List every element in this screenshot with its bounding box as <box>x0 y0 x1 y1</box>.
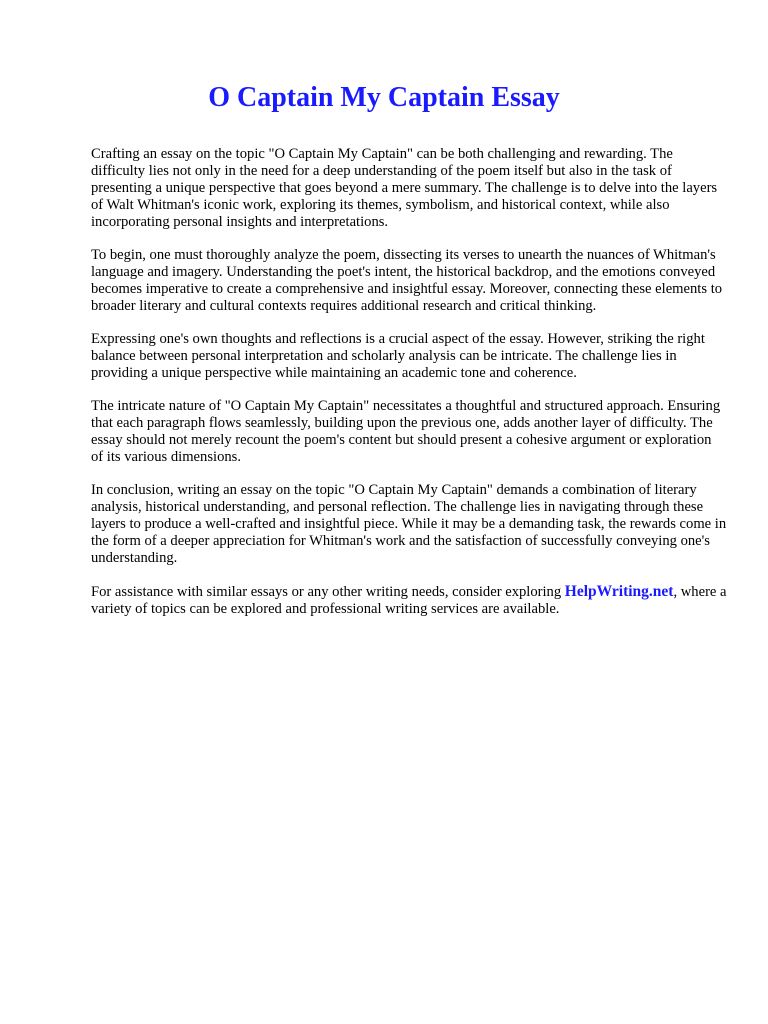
helpwriting-link[interactable]: HelpWriting.net <box>564 583 674 600</box>
paragraph-intro: Crafting an essay on the topic "O Captain My Captain" can be both challenging and rewarding. The difficulty lies not only in the need for a deep understanding of the poem itself but also in the task of presenting a unique perspective that goes beyond a mere summary. The challenge is to delve into the layers of Walt Whitman's iconic work, exploring its themes, symbolism, and historical context, while also incorporating personal insights and interpretations. <box>91 146 718 230</box>
paragraph-reflection: Expressing one's own thoughts and reflections is a crucial aspect of the essay. However, striking the right balance between personal interpretation and scholarly analysis can be intricate. The challenge lies in providing a unique perspective while maintaining an academic tone and coherence. <box>91 331 705 381</box>
document-body <box>91 146 727 618</box>
paragraph-structure: The intricate nature of "O Captain My Captain" necessitates a thoughtful and structured approach. Ensuring that each paragraph flows seamlessly, building upon the previous one, adds another layer of difficulty. The essay should not merely recount the poem's content but should present a cohesive argument or exploration of its various dimensions. <box>91 398 721 465</box>
paragraph-analysis: To begin, one must thoroughly analyze the poem, dissecting its verses to unearth the nuances of Whitman's language and imagery. Understanding the poet's intent, the historical backdrop, and the emotions conveyed becomes imperative to create a comprehensive and insightful essay. Moreover, connecting these elements to broader literary and cultural contexts requires additional research and critical thinking. <box>91 247 723 314</box>
document-title: O Captain My Captain Essay <box>208 82 560 113</box>
closing-text-after-link: , where a variety of topics can be explored and professional writing services are available. <box>91 584 727 617</box>
paragraph-closing <box>91 583 727 618</box>
paragraph-conclusion: In conclusion, writing an essay on the topic "O Captain My Captain" demands a combination of literary analysis, historical understanding, and personal reflection. The challenge lies in navigating through these layers to produce a well-crafted and insightful piece. While it may be a demanding task, the rewards come in the form of a deeper appreciation for Whitman's work and the satisfaction of successfully conveying one's understanding. <box>91 482 727 566</box>
closing-text-before-link: For assistance with similar essays or any other writing needs, consider exploring <box>91 584 565 600</box>
